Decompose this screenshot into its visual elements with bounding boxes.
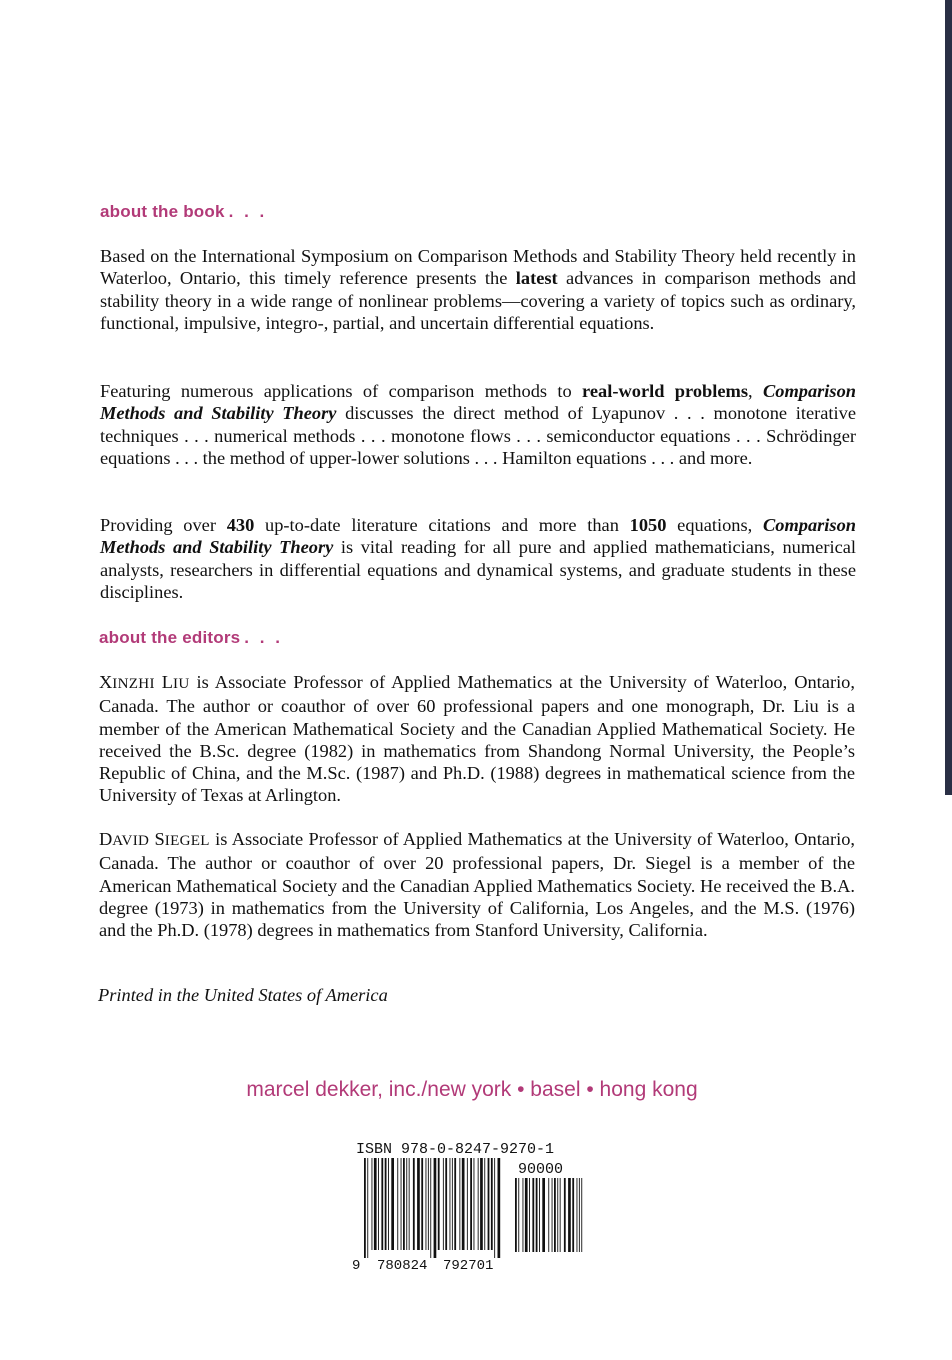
barcode-bar	[438, 1158, 440, 1250]
ean-right-digits: 792701	[443, 1258, 494, 1273]
barcode-bar	[426, 1158, 427, 1250]
barcode-bar	[364, 1158, 366, 1258]
about-book-paragraph-2: Featuring numerous applications of comparison methods to real-world problems, Comparison Methods and Stability Theory discusses the direct method of Lyapunov . . . monotone iterative techniques . . . numerical methods . . . monotone flows . . . semiconductor equations . . . Schrödinger equations . . . the method of upper-lower solutions . . . Hamilton equations . . . and more.	[100, 381, 856, 468]
barcode-bar	[443, 1158, 444, 1250]
barcode-bar	[542, 1178, 545, 1252]
editor-bio-liu: XINZHI LIU is Associate Professor of Applied Mathematics at the University of Waterloo, Ontario, Canada. The author or coauthor of over 60 professional papers and one monograph, Dr. Liu is a member of the American Mathematical Society and the Canadian Applied Mathematical Society. He received the B.Sc. degree (1982) in mathematics from Shandong Normal University, the People’s Republic of China, and the M.Sc. (1987) and Ph.D. (1988) degrees in mathematical science from the University of Texas at Arlington.	[99, 672, 855, 806]
barcode-bar	[406, 1158, 407, 1250]
barcode-bar	[409, 1158, 410, 1250]
barcode-bar	[374, 1158, 377, 1250]
barcode-bar	[367, 1158, 368, 1258]
barcode-bar	[430, 1158, 431, 1258]
editor-bio-siegel: DAVID SIEGEL is Associate Professor of Applied Mathematics at the University of Waterloo, Ontario, Canada. The author or coauthor of over 20 professional papers, Dr. Siegel is a member of the American Mathematical Society and the Canadian Applied Mathematics Society. He received the B.A. degree (1973) in mathematics from the University of California, Los Angeles, and the M.S. (1976) and the Ph.D. (1978) degrees in mathematics from Stanford University, California.	[99, 829, 855, 941]
barcode-bar	[401, 1158, 402, 1250]
barcode-bar	[421, 1158, 423, 1250]
barcode-bar	[450, 1158, 451, 1250]
barcode-bar	[494, 1158, 495, 1258]
barcode-bar	[581, 1178, 582, 1252]
barcode-bar	[459, 1158, 460, 1250]
barcode-bar	[474, 1158, 475, 1250]
barcode-bar	[478, 1158, 479, 1250]
barcode-bar	[391, 1158, 394, 1250]
publisher-line: marcel dekker, inc./new york • basel • hong kong	[246, 1078, 698, 1101]
barcode-bar	[445, 1158, 447, 1250]
barcode-bar	[413, 1158, 415, 1250]
about-book-heading: about the book . . .	[100, 202, 268, 221]
barcode-bar	[560, 1178, 561, 1252]
barcode-bar	[579, 1178, 580, 1252]
barcode-bar	[557, 1178, 558, 1252]
barcode-bar	[498, 1158, 501, 1258]
barcode-bar	[523, 1178, 524, 1252]
editor-name-liu: XINZHI LIU	[99, 672, 190, 692]
barcode-bar	[548, 1178, 549, 1252]
barcode-bar	[525, 1178, 528, 1252]
barcode-bar	[470, 1158, 472, 1250]
barcode-bar	[515, 1178, 517, 1252]
barcode-bar	[397, 1158, 398, 1250]
barcode-bar	[491, 1158, 493, 1250]
barcode-bar	[568, 1178, 571, 1252]
barcode-bar	[434, 1158, 437, 1258]
barcode-bar	[403, 1158, 405, 1250]
cover-edge-strip	[945, 0, 952, 795]
barcode-bar	[552, 1178, 553, 1252]
barcode-bar	[372, 1158, 373, 1250]
price-code: 90000	[518, 1161, 564, 1178]
barcode-bar	[385, 1158, 387, 1250]
barcode-bar	[454, 1158, 456, 1250]
barcode-bar	[536, 1178, 538, 1252]
barcode-bar	[529, 1178, 530, 1252]
isbn-label: ISBN 978-0-8247-9270-1	[356, 1141, 555, 1158]
barcode-bar	[572, 1178, 574, 1252]
barcode-bar	[532, 1178, 534, 1252]
barcode-bar	[417, 1158, 420, 1250]
ean-lead-digit: 9	[352, 1258, 361, 1273]
barcode-bar	[577, 1178, 578, 1252]
about-editors-heading: about the editors . . .	[99, 628, 283, 647]
barcode-bar	[564, 1178, 566, 1252]
barcode-bar	[539, 1178, 540, 1252]
barcode-bar	[480, 1158, 483, 1250]
barcode-bar	[388, 1158, 389, 1250]
about-book-paragraph-3: Providing over 430 up-to-date literature citations and more than 1050 equations, Comparison Methods and Stability Theory is vital reading for all pure and applied mathematicians, numerical analysts, researchers in differential equations and dynamical systems, and graduate students in these disciplines.	[100, 515, 856, 602]
editor-name-siegel: DAVID SIEGEL	[99, 829, 210, 849]
barcode-bar	[428, 1158, 429, 1250]
printed-in-line: Printed in the United States of America	[98, 985, 388, 1005]
barcode-icon	[350, 1138, 590, 1273]
barcode-bar	[381, 1158, 383, 1250]
barcode-bar	[462, 1158, 465, 1250]
about-book-paragraph-1: Based on the International Symposium on Comparison Methods and Stability Theory held recently in Waterloo, Ontario, this timely reference presents the latest advances in comparison methods and stability theory in a wide range of nonlinear problems—covering a variety of topics such as ordinary, functional, impulsive, integro-, partial, and uncertain differential equations.	[100, 246, 856, 333]
barcode-bar	[484, 1158, 485, 1250]
barcode-bar	[554, 1178, 556, 1252]
ean-left-digits: 780824	[377, 1258, 428, 1273]
barcode-bar	[488, 1158, 490, 1250]
barcode-bar	[378, 1158, 379, 1250]
barcode-bar	[467, 1158, 468, 1250]
barcode-bar	[518, 1178, 519, 1252]
barcode-bar	[452, 1158, 453, 1250]
